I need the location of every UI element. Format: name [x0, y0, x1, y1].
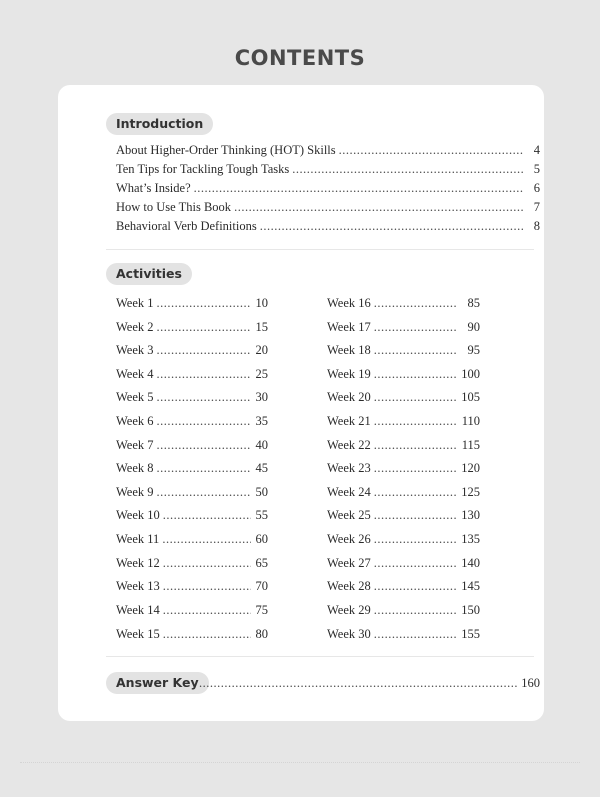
toc-entry-title: Week 1	[116, 296, 154, 310]
toc-entry-page: 150	[461, 603, 480, 617]
toc-entry[interactable]	[116, 578, 268, 594]
toc-entry[interactable]	[116, 602, 268, 618]
toc-entry[interactable]	[327, 366, 480, 382]
toc-entry-title: Week 7	[116, 438, 154, 452]
toc-entry-title: Week 10	[116, 508, 160, 522]
dot-leader	[374, 295, 457, 311]
dot-leader	[157, 389, 251, 405]
dot-leader	[339, 142, 523, 158]
dot-leader	[374, 342, 457, 358]
toc-entry-title: Week 5	[116, 390, 154, 404]
toc-entry-page: 105	[461, 390, 480, 404]
toc-entry-title: Week 21	[327, 414, 371, 428]
toc-entry[interactable]	[116, 218, 540, 234]
dot-leader	[374, 531, 457, 547]
toc-entry[interactable]	[116, 626, 268, 642]
dot-leader	[374, 319, 457, 335]
toc-entry-page: 120	[461, 461, 480, 475]
toc-entry-page: 8	[533, 219, 540, 233]
toc-entry[interactable]	[116, 389, 268, 405]
toc-entry[interactable]	[327, 484, 480, 500]
dot-leader	[163, 555, 251, 571]
dot-leader	[374, 555, 457, 571]
toc-entry-page: 4	[533, 143, 540, 157]
toc-entry-page: 100	[461, 367, 480, 381]
dot-leader	[157, 342, 251, 358]
toc-entry-title: Week 22	[327, 438, 371, 452]
toc-entry[interactable]	[116, 484, 268, 500]
toc-entry-page: 15	[255, 320, 268, 334]
answer-key-entry[interactable]	[196, 675, 540, 691]
dot-leader	[374, 389, 457, 405]
toc-entry-title: Ten Tips for Tackling Tough Tasks	[116, 162, 290, 176]
toc-entry-page: 35	[255, 414, 268, 428]
toc-entry[interactable]	[116, 161, 540, 177]
toc-entry[interactable]	[116, 295, 268, 311]
dot-leader	[374, 413, 457, 429]
dot-leader	[163, 626, 251, 642]
toc-entry[interactable]	[116, 319, 268, 335]
toc-entry[interactable]	[116, 342, 268, 358]
toc-entry[interactable]	[116, 555, 268, 571]
toc-entry[interactable]	[116, 199, 540, 215]
dot-leader	[374, 602, 457, 618]
toc-entry-title: Week 15	[116, 627, 160, 641]
toc-entry-title: Week 26	[327, 532, 371, 546]
dot-leader	[163, 578, 251, 594]
toc-entry[interactable]	[327, 460, 480, 476]
toc-entry-page: 70	[255, 579, 268, 593]
toc-entry[interactable]	[327, 437, 480, 453]
toc-entry[interactable]	[327, 295, 480, 311]
toc-entry-page: 135	[461, 532, 480, 546]
toc-entry[interactable]	[327, 507, 480, 523]
toc-entry-title: Week 2	[116, 320, 154, 334]
dot-leader	[374, 507, 457, 523]
toc-entry-page: 6	[533, 181, 540, 195]
dot-leader	[234, 199, 523, 215]
dot-leader	[374, 460, 457, 476]
toc-entry-title: Week 24	[327, 485, 371, 499]
dot-leader	[162, 531, 251, 547]
section-label-answer-key: Answer Key	[106, 672, 209, 694]
dot-leader	[260, 218, 523, 234]
toc-entry-page: 115	[461, 438, 480, 452]
toc-entry-title: How to Use This Book	[116, 200, 232, 214]
toc-entry-page: 130	[461, 508, 480, 522]
dot-leader	[163, 602, 251, 618]
toc-entry-title: Week 11	[116, 532, 160, 546]
toc-entry-page: 90	[467, 320, 480, 334]
dot-leader	[157, 366, 251, 382]
contents-card	[58, 85, 544, 721]
dot-leader	[157, 437, 251, 453]
dot-leader	[374, 484, 457, 500]
toc-entry[interactable]	[116, 437, 268, 453]
toc-entry-page: 85	[467, 296, 480, 310]
section-label-activities: Activities	[106, 263, 192, 285]
toc-entry-title: What’s Inside?	[116, 181, 191, 195]
dot-leader	[157, 413, 251, 429]
toc-entry-page: 95	[467, 343, 480, 357]
toc-entry-page: 30	[255, 390, 268, 404]
toc-entry-page: 75	[255, 603, 268, 617]
toc-entry[interactable]	[327, 602, 480, 618]
toc-entry-page: 50	[255, 485, 268, 499]
toc-entry-title: Week 9	[116, 485, 154, 499]
toc-entry-title: Week 16	[327, 296, 371, 310]
toc-entry-page: 55	[255, 508, 268, 522]
toc-entry-page: 60	[255, 532, 268, 546]
toc-entry-title: Week 27	[327, 556, 371, 570]
toc-entry[interactable]	[116, 180, 540, 196]
toc-entry[interactable]	[116, 531, 268, 547]
toc-entry-title: Week 6	[116, 414, 154, 428]
dot-leader	[374, 437, 457, 453]
toc-entry-page: 10	[255, 296, 268, 310]
toc-entry-title: Week 13	[116, 579, 160, 593]
section-divider	[106, 656, 534, 657]
toc-entry-title: Week 8	[116, 461, 154, 475]
dot-leader	[374, 578, 457, 594]
toc-entry-title: Week 20	[327, 390, 371, 404]
page-title: CONTENTS	[234, 46, 366, 70]
toc-entry-title: Week 4	[116, 367, 154, 381]
toc-entry[interactable]	[327, 555, 480, 571]
toc-entry-page: 45	[255, 461, 268, 475]
toc-entry-page: 145	[461, 579, 480, 593]
section-divider	[106, 249, 534, 250]
toc-entry-page: 140	[461, 556, 480, 570]
toc-entry-title: Week 14	[116, 603, 160, 617]
toc-entry-page: 125	[461, 485, 480, 499]
toc-entry-title: About Higher-Order Thinking (HOT) Skills	[116, 143, 336, 157]
toc-entry-page: 110	[461, 414, 480, 428]
toc-entry-title: Week 12	[116, 556, 160, 570]
toc-entry[interactable]	[327, 578, 480, 594]
toc-entry-page: 155	[461, 627, 480, 641]
toc-entry[interactable]	[327, 531, 480, 547]
toc-entry[interactable]	[116, 142, 540, 158]
toc-entry-page: 20	[255, 343, 268, 357]
dot-leader	[374, 626, 457, 642]
toc-entry-title: Week 29	[327, 603, 371, 617]
dot-leader	[157, 460, 251, 476]
toc-entry-page: 160	[521, 676, 540, 690]
toc-entry-title: Week 23	[327, 461, 371, 475]
toc-entry-page: 7	[533, 200, 540, 214]
toc-entry-title: Week 19	[327, 367, 371, 381]
toc-entry[interactable]	[116, 413, 268, 429]
toc-entry-title: Week 3	[116, 343, 154, 357]
toc-entry[interactable]	[116, 366, 268, 382]
toc-entry-title: Week 18	[327, 343, 371, 357]
toc-entry[interactable]	[327, 389, 480, 405]
toc-entry[interactable]	[327, 413, 480, 429]
toc-entry-page: 5	[533, 162, 540, 176]
dot-leader	[374, 366, 457, 382]
toc-entry-title: Week 25	[327, 508, 371, 522]
dot-leader	[163, 507, 251, 523]
dot-leader	[199, 675, 517, 691]
toc-entry-title: Behavioral Verb Definitions	[116, 219, 257, 233]
dot-leader	[157, 295, 251, 311]
toc-entry-page: 65	[255, 556, 268, 570]
toc-entry-page: 25	[255, 367, 268, 381]
toc-entry-title: Week 28	[327, 579, 371, 593]
toc-entry-page: 40	[255, 438, 268, 452]
dot-leader	[194, 180, 523, 196]
toc-entry[interactable]	[327, 342, 480, 358]
toc-entry[interactable]	[116, 507, 268, 523]
dot-leader	[157, 484, 251, 500]
toc-entry-title: Week 17	[327, 320, 371, 334]
toc-entry[interactable]	[327, 319, 480, 335]
dot-leader	[292, 161, 523, 177]
toc-entry-page: 80	[255, 627, 268, 641]
toc-entry[interactable]	[327, 626, 480, 642]
section-label-introduction: Introduction	[106, 113, 213, 135]
page-footer-rule	[20, 762, 580, 771]
dot-leader	[157, 319, 251, 335]
toc-entry-title: Week 30	[327, 627, 371, 641]
toc-entry[interactable]	[116, 460, 268, 476]
